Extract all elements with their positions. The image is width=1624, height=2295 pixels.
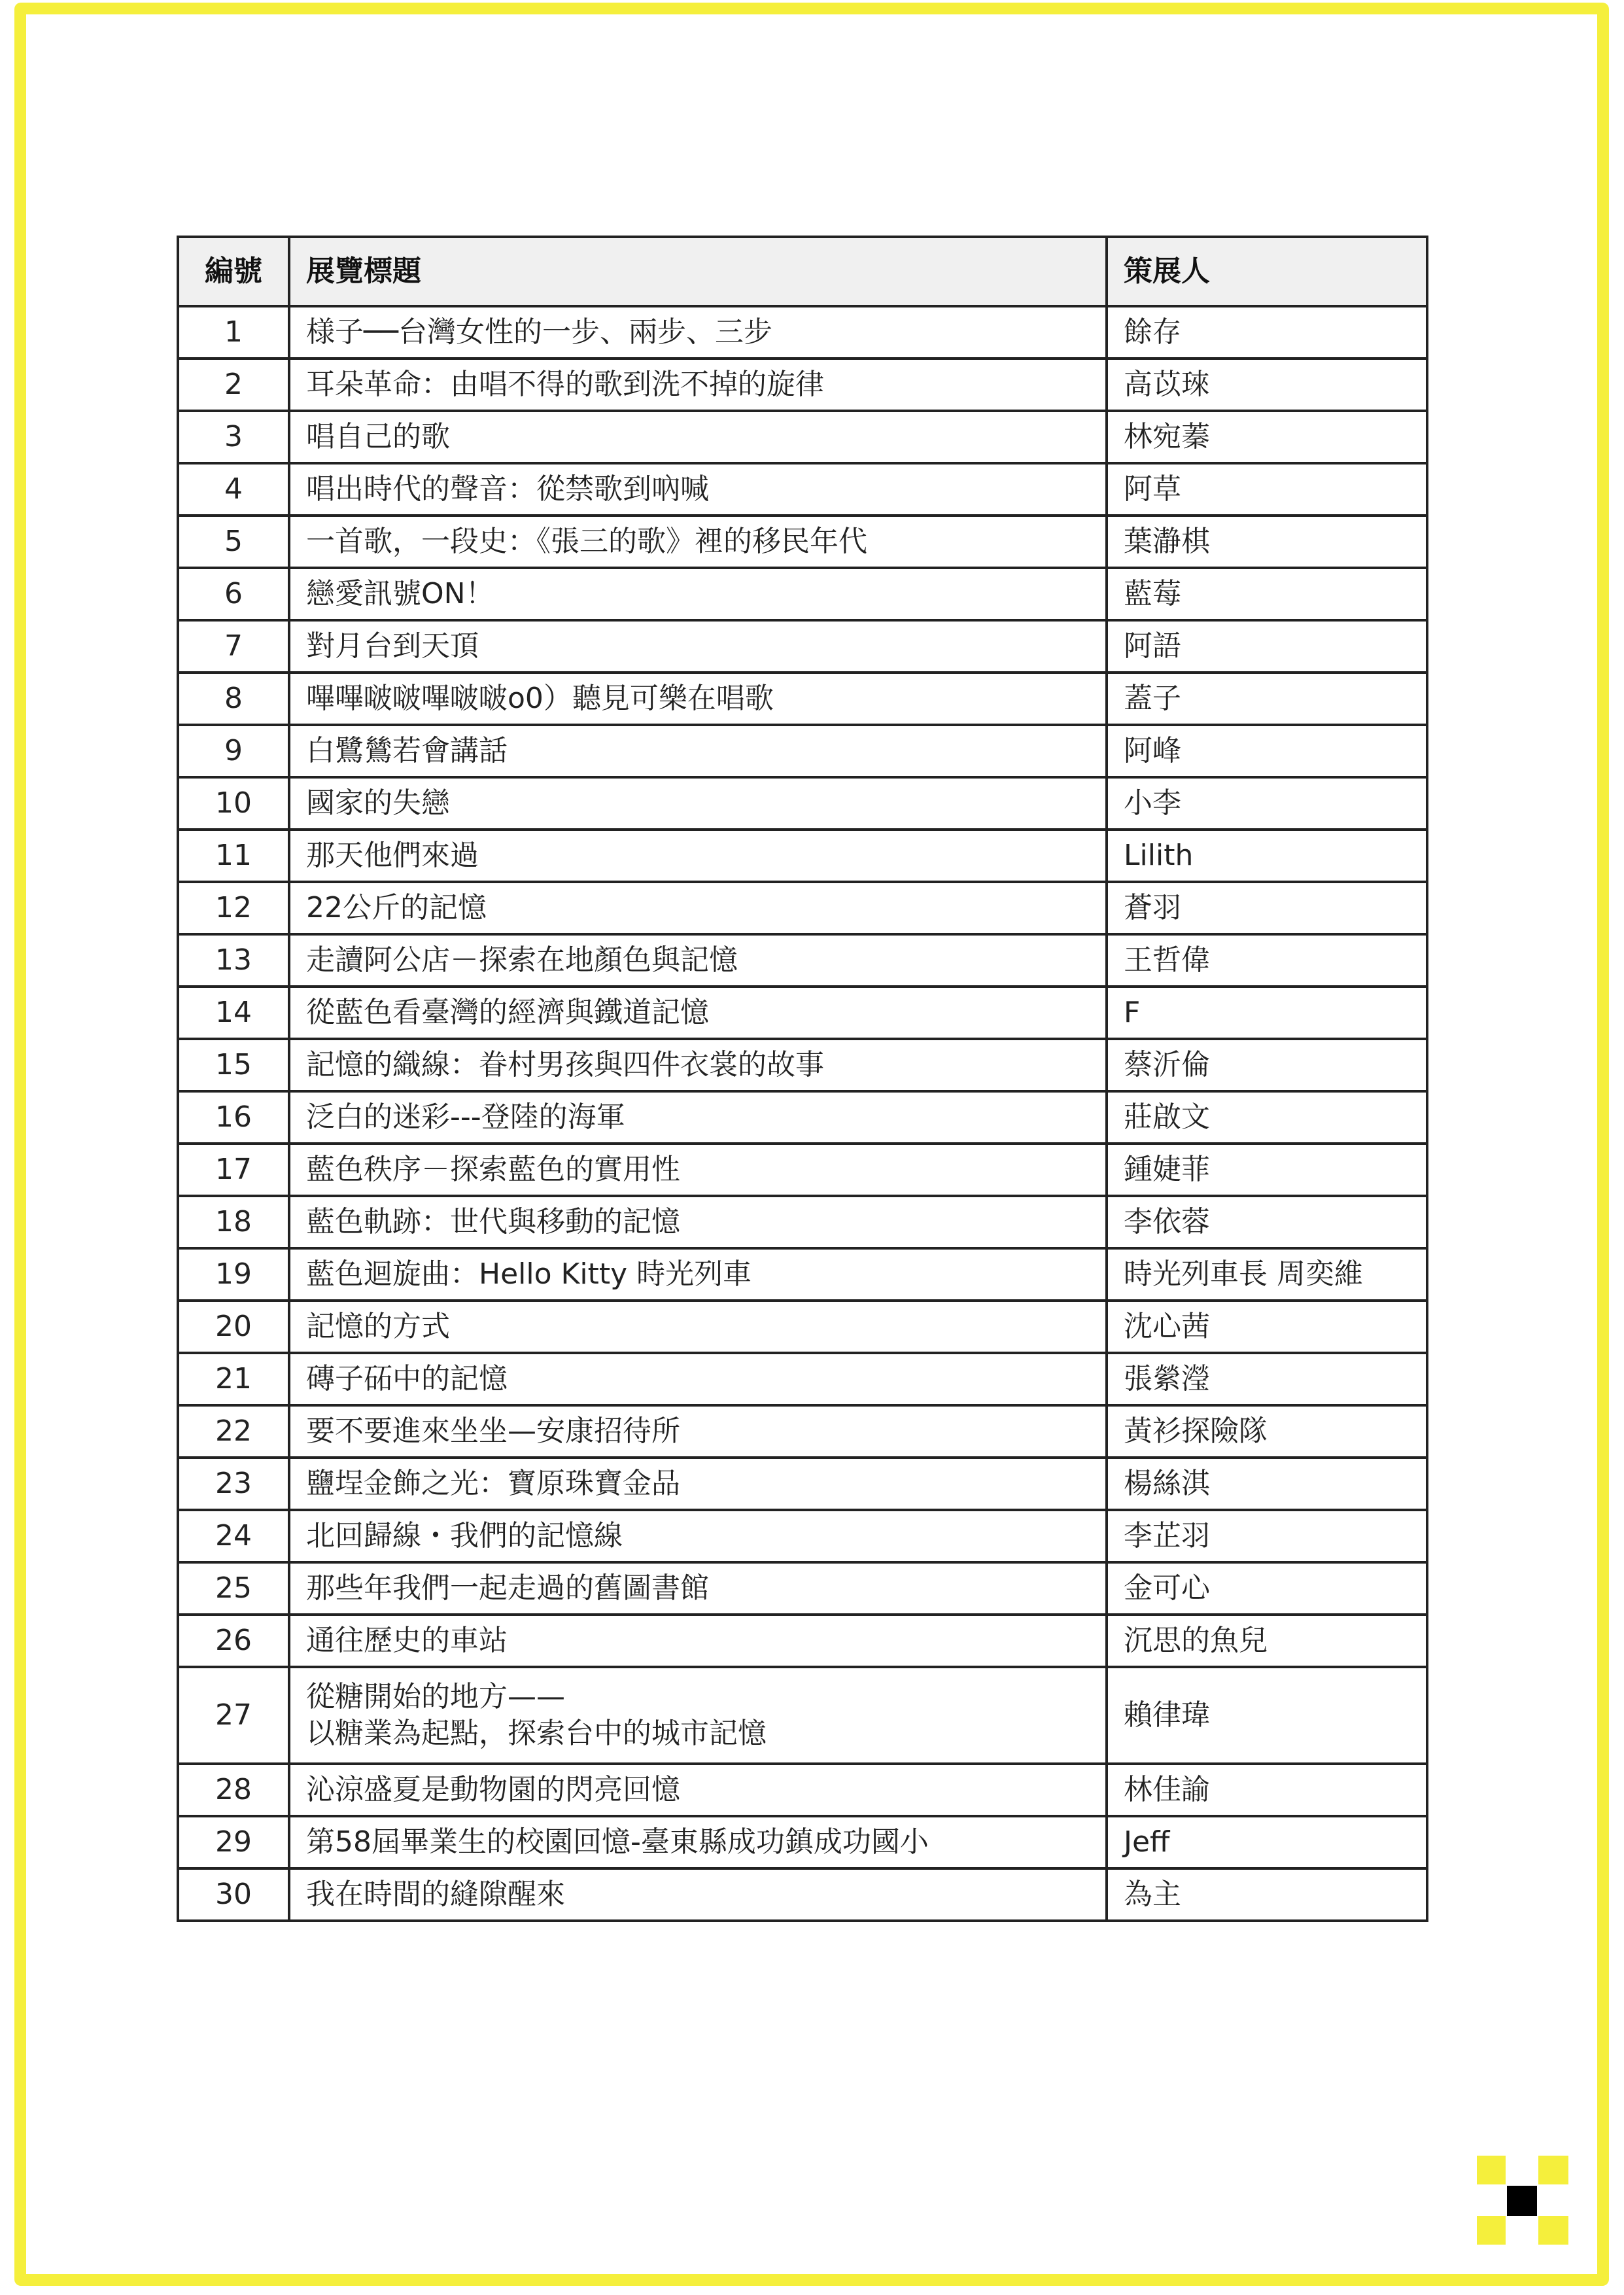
row-number: 26: [178, 1615, 289, 1667]
row-title: 沁涼盛夏是動物園的閃亮回憶: [289, 1764, 1107, 1816]
row-title: 要不要進來坐坐—安康招待所: [289, 1405, 1107, 1458]
row-number: 3: [178, 411, 289, 463]
row-number: 8: [178, 673, 289, 725]
table-row: [178, 1196, 1427, 1248]
row-number: 13: [178, 934, 289, 987]
table-row: [178, 987, 1427, 1039]
row-curator: 莊啟文: [1107, 1091, 1427, 1144]
row-curator: 楊絲淇: [1107, 1458, 1427, 1510]
table-row: [178, 620, 1427, 673]
row-curator: 黃衫探險隊: [1107, 1405, 1427, 1458]
row-curator: 葉瀞棋: [1107, 516, 1427, 568]
row-curator: 鍾婕菲: [1107, 1144, 1427, 1196]
row-number: 29: [178, 1816, 289, 1868]
row-title: 22公斤的記憶: [289, 882, 1107, 934]
row-curator: 沉思的魚兒: [1107, 1615, 1427, 1667]
row-number: 10: [178, 777, 289, 830]
row-title: 嗶嗶啵啵嗶啵啵o0）聽見可樂在唱歌: [289, 673, 1107, 725]
row-number: 19: [178, 1248, 289, 1301]
row-title: 泛白的迷彩---登陸的海軍: [289, 1091, 1107, 1144]
row-number: 15: [178, 1039, 289, 1091]
row-number: 12: [178, 882, 289, 934]
row-title: 記憶的方式: [289, 1301, 1107, 1353]
row-number: 14: [178, 987, 289, 1039]
row-title: 從糖開始的地方—— 以糖業為起點，探索台中的城市記憶: [289, 1667, 1107, 1764]
row-title: 對月台到天頂: [289, 620, 1107, 673]
brand-logo: [1477, 2156, 1568, 2245]
row-number: 11: [178, 830, 289, 882]
table-row: [178, 1039, 1427, 1091]
table-row: [178, 1764, 1427, 1816]
table-row: [178, 725, 1427, 777]
row-title: 第58屆畢業生的校園回憶-臺東縣成功鎮成功國小: [289, 1816, 1107, 1868]
row-title: 唱出時代的聲音：從禁歌到吶喊: [289, 463, 1107, 516]
row-title: 那些年我們一起走過的舊圖書館: [289, 1562, 1107, 1615]
table-row: [178, 1458, 1427, 1510]
row-curator: 餘存: [1107, 306, 1427, 359]
row-title: 藍色迴旋曲：Hello Kitty 時光列車: [289, 1248, 1107, 1301]
row-curator: 王哲偉: [1107, 934, 1427, 987]
row-curator: 李芷羽: [1107, 1510, 1427, 1562]
row-curator: 為主: [1107, 1868, 1427, 1921]
row-curator: 小李: [1107, 777, 1427, 830]
row-curator: 賴律瑋: [1107, 1667, 1427, 1764]
table-row: [178, 1248, 1427, 1301]
row-title: 藍色秩序－探索藍色的實用性: [289, 1144, 1107, 1196]
row-number: 6: [178, 568, 289, 620]
row-title: 唱自己的歌: [289, 411, 1107, 463]
row-curator: F: [1107, 987, 1427, 1039]
row-title: 北回歸線・我們的記憶線: [289, 1510, 1107, 1562]
row-curator: 金可心: [1107, 1562, 1427, 1615]
row-title: 通往歷史的車站: [289, 1615, 1107, 1667]
row-title: 磚子砳中的記憶: [289, 1353, 1107, 1405]
row-curator: 林宛蓁: [1107, 411, 1427, 463]
row-curator: 高苡琜: [1107, 359, 1427, 411]
table-row: [178, 1868, 1427, 1921]
table-row: [178, 830, 1427, 882]
row-title: 國家的失戀: [289, 777, 1107, 830]
row-title: 耳朵革命：由唱不得的歌到洗不掉的旋律: [289, 359, 1107, 411]
table-row: [178, 411, 1427, 463]
table-row: [178, 882, 1427, 934]
table-row: [178, 934, 1427, 987]
exhibition-table: [177, 236, 1428, 1922]
table-row: [178, 1615, 1427, 1667]
row-title: 戀愛訊號ON！: [289, 568, 1107, 620]
row-title: 我在時間的縫隙醒來: [289, 1868, 1107, 1921]
row-number: 1: [178, 306, 289, 359]
table-row: [178, 673, 1427, 725]
table-row: [178, 1667, 1427, 1764]
row-number: 28: [178, 1764, 289, 1816]
table-row: [178, 1405, 1427, 1458]
row-number: 30: [178, 1868, 289, 1921]
row-title: 記憶的織線：眷村男孩與四件衣裳的故事: [289, 1039, 1107, 1091]
header-title: 展覽標題: [289, 237, 1107, 306]
row-curator: 蒼羽: [1107, 882, 1427, 934]
row-number: 27: [178, 1667, 289, 1764]
row-title: 藍色軌跡：世代與移動的記憶: [289, 1196, 1107, 1248]
table-row: [178, 516, 1427, 568]
row-number: 20: [178, 1301, 289, 1353]
row-number: 21: [178, 1353, 289, 1405]
table-row: [178, 1816, 1427, 1868]
table-row: [178, 777, 1427, 830]
table-row: [178, 1091, 1427, 1144]
row-number: 23: [178, 1458, 289, 1510]
row-number: 17: [178, 1144, 289, 1196]
row-number: 2: [178, 359, 289, 411]
table-row: [178, 568, 1427, 620]
row-curator: 沈心茜: [1107, 1301, 1427, 1353]
table-row: [178, 359, 1427, 411]
row-curator: 阿峰: [1107, 725, 1427, 777]
table-row: [178, 1301, 1427, 1353]
row-title: 白鷺鷥若會講話: [289, 725, 1107, 777]
row-curator: 李依蓉: [1107, 1196, 1427, 1248]
row-curator: 蓋子: [1107, 673, 1427, 725]
row-curator: 林佳諭: [1107, 1764, 1427, 1816]
row-title: 鹽埕金飾之光：寶原珠寶金品: [289, 1458, 1107, 1510]
row-curator: 阿語: [1107, 620, 1427, 673]
row-number: 9: [178, 725, 289, 777]
table-row: [178, 1510, 1427, 1562]
row-number: 5: [178, 516, 289, 568]
table-row: [178, 463, 1427, 516]
row-number: 24: [178, 1510, 289, 1562]
table-row: [178, 1144, 1427, 1196]
row-number: 4: [178, 463, 289, 516]
table-header-row: [178, 237, 1427, 306]
row-curator: 阿草: [1107, 463, 1427, 516]
row-curator: 張縈瀅: [1107, 1353, 1427, 1405]
table-row: [178, 1353, 1427, 1405]
row-curator: 蔡沂倫: [1107, 1039, 1427, 1091]
table-row: [178, 306, 1427, 359]
row-curator: 時光列車長 周奕維: [1107, 1248, 1427, 1301]
row-curator: Lilith: [1107, 830, 1427, 882]
row-title: 那天他們來過: [289, 830, 1107, 882]
row-number: 16: [178, 1091, 289, 1144]
row-curator: Jeff: [1107, 1816, 1427, 1868]
row-title: 様子──台灣女性的一步、兩步、三步: [289, 306, 1107, 359]
header-curator: 策展人: [1107, 237, 1427, 306]
row-number: 22: [178, 1405, 289, 1458]
row-number: 18: [178, 1196, 289, 1248]
header-number: 編號: [178, 237, 289, 306]
row-title: 從藍色看臺灣的經濟與鐵道記憶: [289, 987, 1107, 1039]
row-title: 一首歌，一段史：《張三的歌》裡的移民年代: [289, 516, 1107, 568]
table-row: [178, 1562, 1427, 1615]
row-title: 走讀阿公店－探索在地顏色與記憶: [289, 934, 1107, 987]
row-curator: 藍莓: [1107, 568, 1427, 620]
row-number: 7: [178, 620, 289, 673]
row-number: 25: [178, 1562, 289, 1615]
